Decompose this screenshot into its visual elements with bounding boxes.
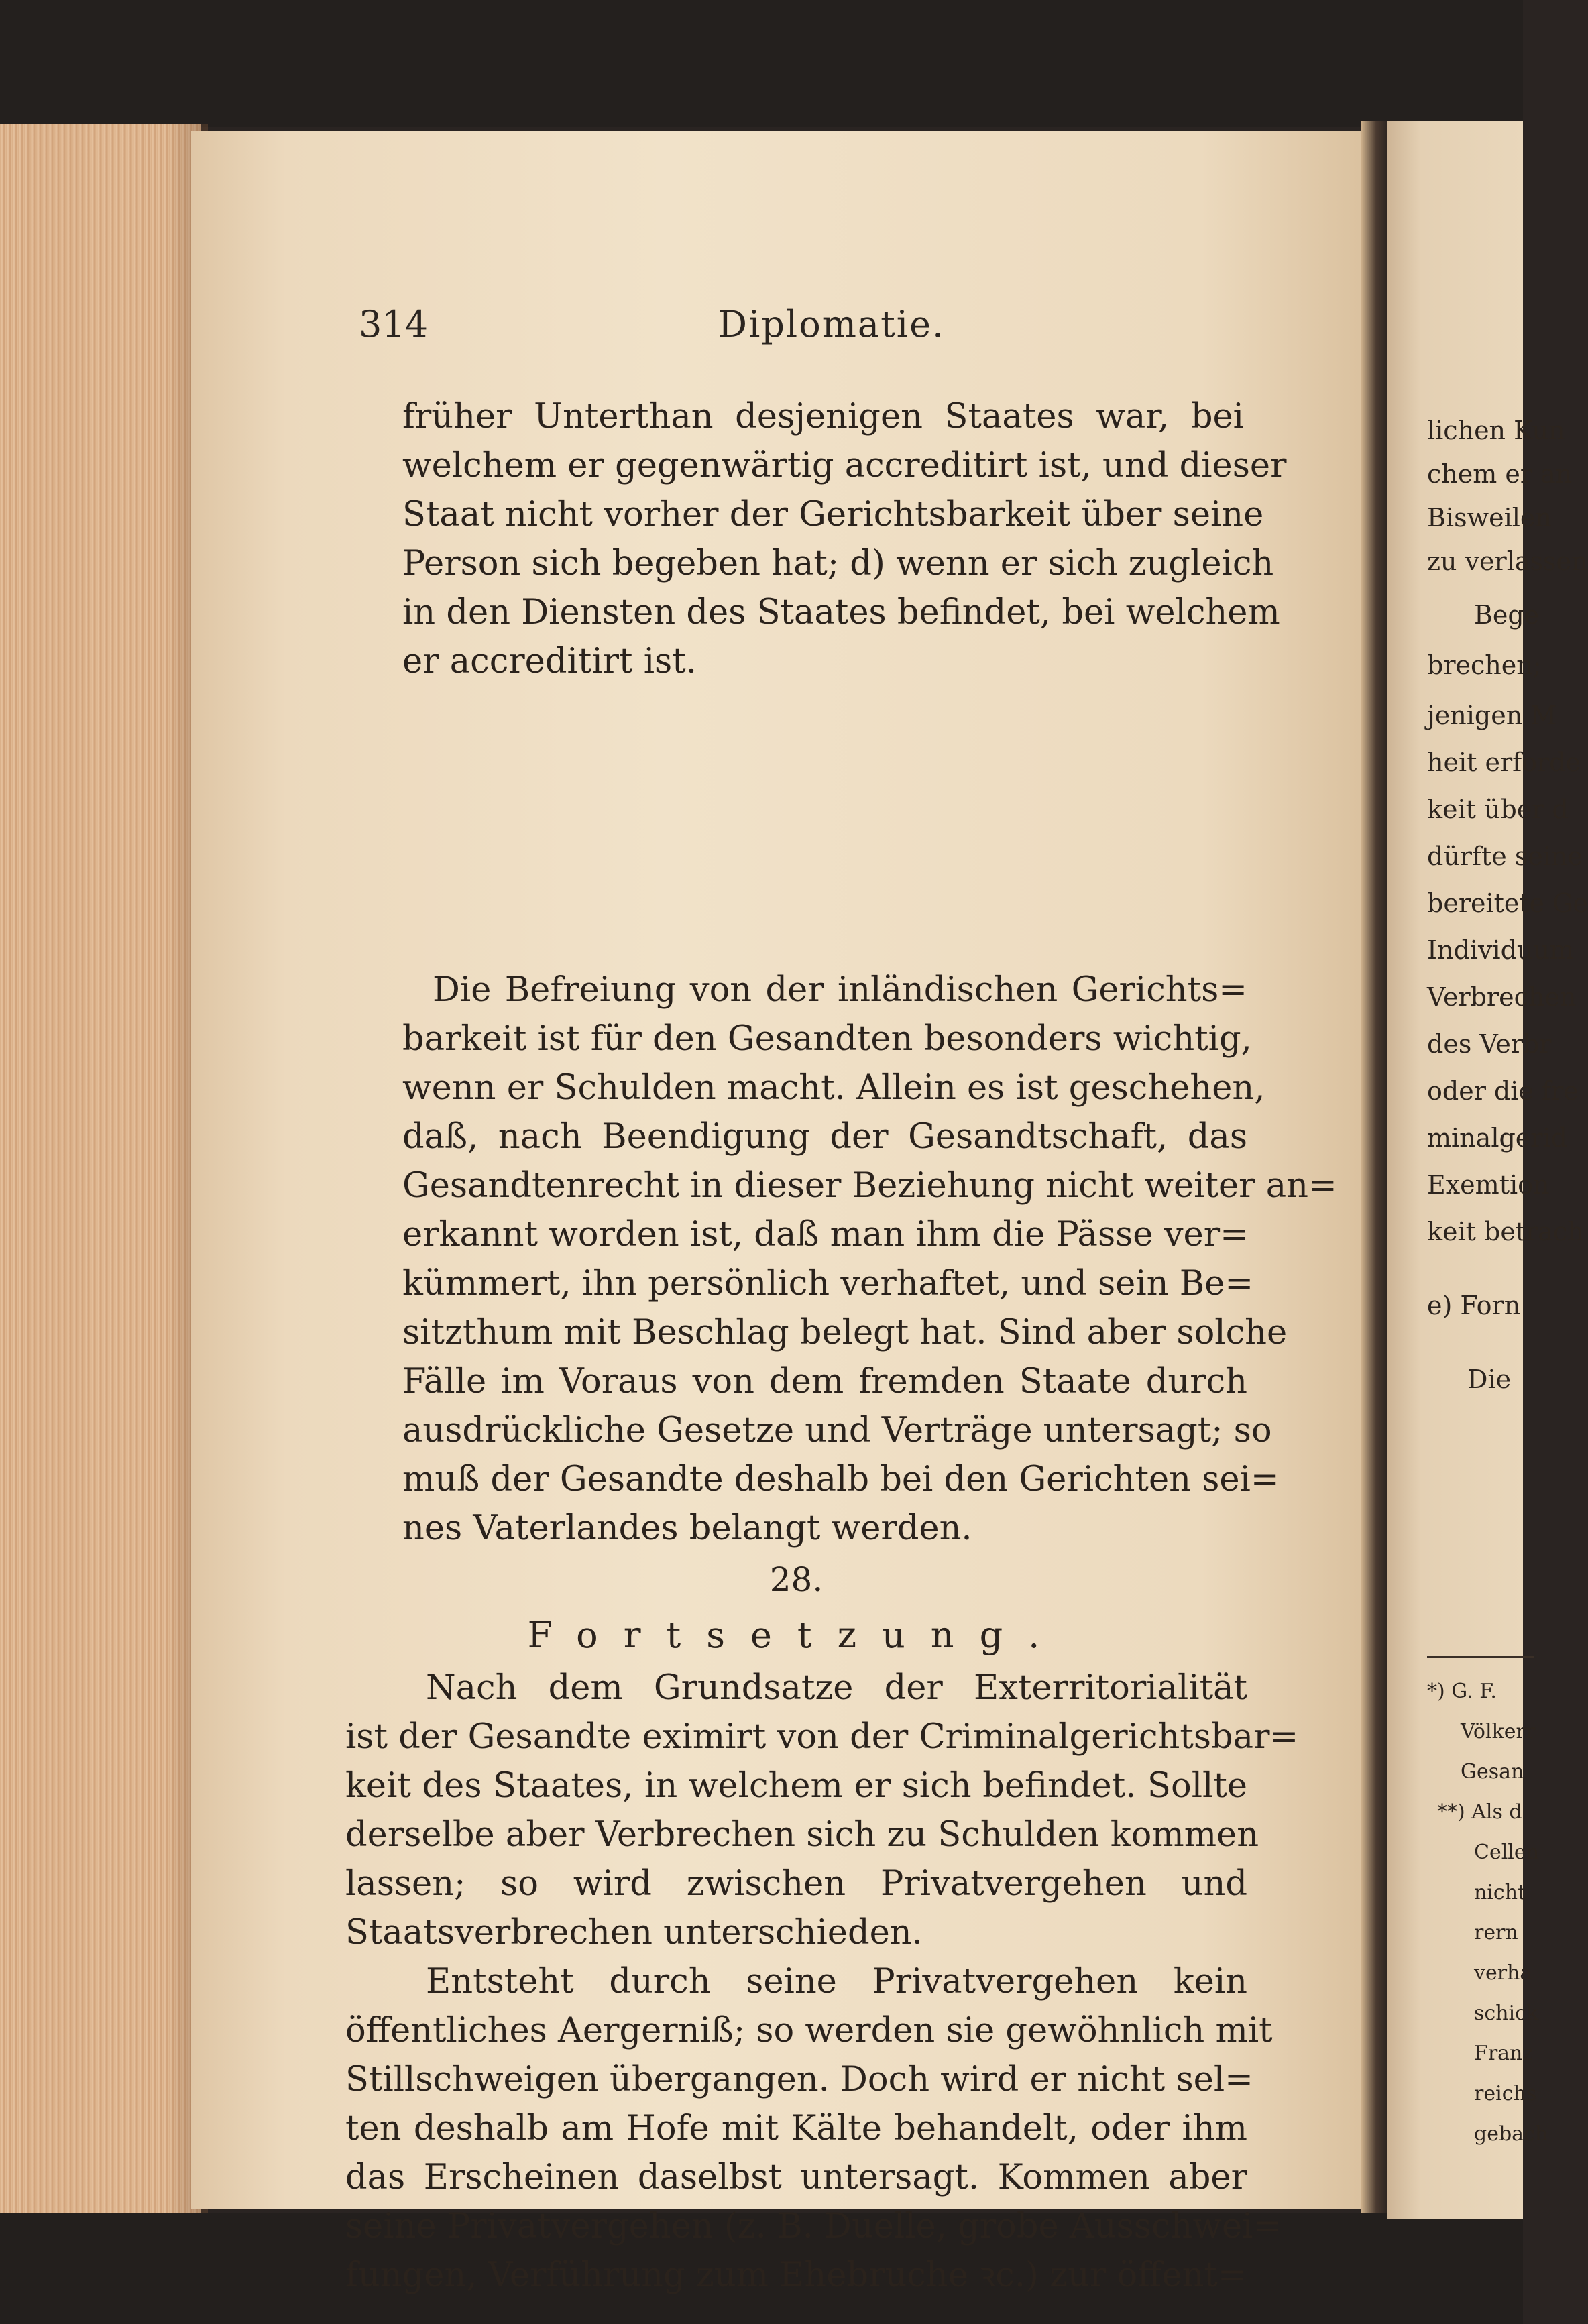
right-page-line: Individuum [1427,935,1574,965]
text-line: Gesandtenrecht in dieser Beziehung nicht weiter an= [402,1166,1337,1206]
background-top [0,0,1523,127]
right-page-line: brechen; [1427,650,1542,680]
text-line: keit des Staates, in welchem er sich befindet. Sollte [345,1766,1247,1806]
right-page-line: Exemtion [1427,1170,1550,1200]
text-line: seine Privatvergehen (z. B. Duelle, grobe Ausschwei= [345,2207,1282,2246]
right-page-line: oder die fre [1427,1076,1579,1106]
text-line: Staatsverbrechen unterschieden. [345,1913,923,1953]
text-line: derselbe aber Verbrechen sich zu Schulden kommen [345,1815,1259,1855]
text-line: das Erscheinen daselbst untersagt. Kommen aber [345,2158,1247,2197]
paragraph-4 [345,1957,1282,2300]
right-page-line: lichen Kun [1427,416,1565,445]
text-line: kümmert, ihn persönlich verhaftet, und sein Be= [402,1264,1254,1303]
right-page-line: Cellen [1474,1841,1539,1864]
footnote-rule [1427,1656,1534,1658]
page-title: Diplomatie. [718,303,946,345]
text-line: Staat nicht vorher der Gerichtsbarkeit über seine [402,495,1264,534]
text-line: fungen, Verführung zum Ehebruche ꝛc.) zur öffent= [345,2256,1247,2295]
text-line: erkannt worden ist, daß man ihm die Pässe ver= [402,1215,1249,1255]
right-page-line: des Verbr [1427,1029,1552,1059]
right-page-line: dürfte seine [1427,841,1583,871]
text-line: sitzthum mit Beschlag belegt hat. Sind aber solche [402,1313,1288,1352]
right-page-line: jenigen M [1427,701,1557,730]
right-page-line: rern [1474,1921,1518,1944]
book-gutter [1361,121,1388,2226]
right-page-line: keit über d [1427,795,1569,824]
running-head [359,303,1304,357]
right-page-line: **) Als d [1437,1800,1522,1824]
right-page-line: reichs [1474,2082,1537,2105]
right-page-line: keit betrach [1427,1217,1584,1246]
right-page-line: e) Forn [1427,1291,1521,1320]
right-page-line: minalgerid [1427,1123,1567,1153]
text-line: ten deshalb am Hofe mit Kälte behandelt, oder ihm [345,2109,1247,2148]
paragraph-2 [402,966,1337,1553]
text-line: öffentliches Aergerniß; so werden sie gewöhnlich mit [345,2011,1273,2050]
right-page-line: gebach [1474,2122,1548,2146]
right-page-line: schick [1474,2001,1539,2025]
right-page-line: Franz [1474,2042,1534,2065]
text-line: lassen; so wird zwischen Privatvergehen und [345,1864,1247,1904]
text-line: nes Vaterlandes belangt werden. [402,1509,972,1548]
text-line: welchem er gegenwärtig accreditirt ist, und dieser [402,446,1287,485]
right-page-line: Die [1467,1364,1512,1394]
right-page-line: Verbrechen [1427,982,1577,1012]
text-line: daß, nach Beendigung der Gesandtschaft, das [402,1117,1247,1157]
right-page-line: nicht [1474,1881,1526,1904]
text-line: wenn er Schulden macht. Allein es ist geschehen, [402,1068,1265,1108]
right-page-line: heit erforde [1427,748,1581,777]
right-page-line: Bisweilen [1427,503,1552,532]
text-line: früher Unterthan desjenigen Staates war, bei [402,397,1244,437]
text-line: barkeit ist für den Gesandten besonders wichtig, [402,1019,1252,1059]
section-number: 28. [769,1560,824,1599]
right-page-line: bereitete Ge [1427,888,1588,918]
right-page-line: Gesan [1461,1760,1524,1784]
right-page-line: verha [1474,1961,1532,1985]
main-text [345,966,1337,2300]
text-line: er accreditirt ist. [402,642,697,681]
page-number: 314 [359,303,429,345]
text-line: Nach dem Grundsatze der Exterritorialität [426,1668,1247,1708]
paragraph-continued [402,392,1287,686]
right-page-line: Bege [1474,600,1540,630]
paragraph-3 [345,1664,1299,1957]
section-title: Fortsetzung. [527,1614,1066,1656]
text-line: Die Befreiung von der inländischen Gerichts= [433,970,1247,1010]
right-page-line: *) G. F. [1427,1680,1497,1703]
text-line: Fälle im Voraus von dem fremden Staate durch [402,1362,1247,1401]
text-line: ist der Gesandte eximirt von der Criminalgerichtsbar= [345,1717,1299,1757]
right-page-fragment [1387,121,1588,2219]
right-page-line: zu verlassen [1427,546,1588,576]
text-line: Entsteht durch seine Privatvergehen kein [426,1962,1247,2001]
text-line: in den Diensten des Staates befindet, bei welchem [402,593,1280,632]
text-line: ausdrückliche Gesetze und Verträge untersagt; so [402,1411,1272,1450]
text-line: Stillschweigen übergangen. Doch wird er nicht sel= [345,2060,1253,2099]
right-page-line: chem er an [1427,459,1573,489]
text-line: Person sich begeben hat; d) wenn er sich zugleich [402,544,1274,583]
right-page-line: Völkerr [1461,1720,1536,1743]
text-line: muß der Gesandte deshalb bei den Gerichten sei= [402,1460,1280,1499]
